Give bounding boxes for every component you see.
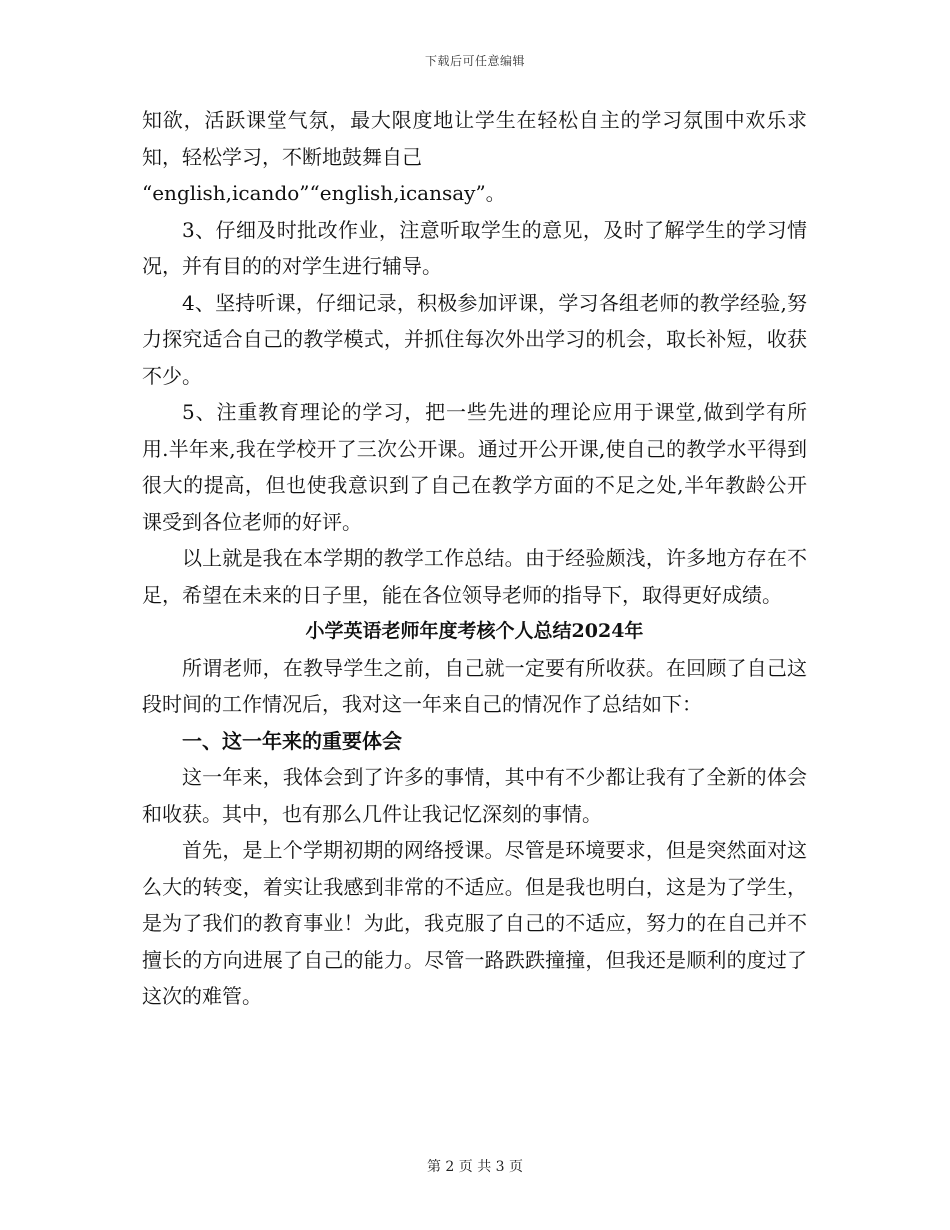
paragraph-english-quotes: “english,icando”“english,icansay”。 [142,181,506,205]
section-intro: 所谓老师，在教导学生之前，自己就一定要有所收获。在回顾了自己这段时间的工作情况后，我对这一年来自己的情况作了总结如下： [142,655,807,716]
paragraph-continued: 知欲，活跃课堂气氛，最大限度地让学生在轻松自主的学习氛围中欢乐求知，轻松学习，不断地鼓舞自己 [142,108,807,169]
page-header-note: 下载后可任意编辑 [424,54,525,68]
paragraph-item-5: 5、注重教育理论的学习，把一些先进的理论应用于课堂,做到学有所用.半年来,我在学校开了三次公开课。通过开公开课,使自己的教学水平得到很大的提高，但也使我意识到了自己在教学方面的不足之处,半年教龄公开课受到各位老师的好评。 [142,400,807,534]
section-body-paragraph-1: 这一年来，我体会到了许多的事情，其中有不少都让我有了全新的体会和收获。其中，也有那么几件让我记忆深刻的事情。 [142,765,807,826]
page-number: 第 2 页 共 3 页 [426,1159,524,1175]
section-subheading: 一、这一年来的重要体会 [182,728,402,753]
section-body-paragraph-2: 首先，是上个学期初期的网络授课。尽管是环境要求，但是突然面对这么大的转变，着实让我感到非常的不适应。但是我也明白，这是为了学生，是为了我们的教育事业！为此，我克服了自己的不适应，努力的在自己并不擅长的方向进展了自己的能力。尽管一路跌跌撞撞，但我还是顺利的度过了这次的难管。 [142,838,807,1008]
paragraph-conclusion: 以上就是我在本学期的教学工作总结。由于经验颇浅，许多地方存在不足，希望在未来的日子里，能在各位领导老师的指导下，取得更好成绩。 [142,546,807,607]
paragraph-item-3: 3、仔细及时批改作业，注意听取学生的意见，及时了解学生的学习情况，并有目的的对学生进行辅导。 [142,217,807,278]
document-body [142,102,807,1015]
paragraph-item-4: 4、坚持听课，仔细记录，积极参加评课，学习各组老师的教学经验,努力探究适合自己的教学模式，并抓住每次外出学习的机会，取长补短，收获不少。 [142,290,807,388]
section-title: 小学英语老师年度考核个人总结2024年 [305,620,644,642]
